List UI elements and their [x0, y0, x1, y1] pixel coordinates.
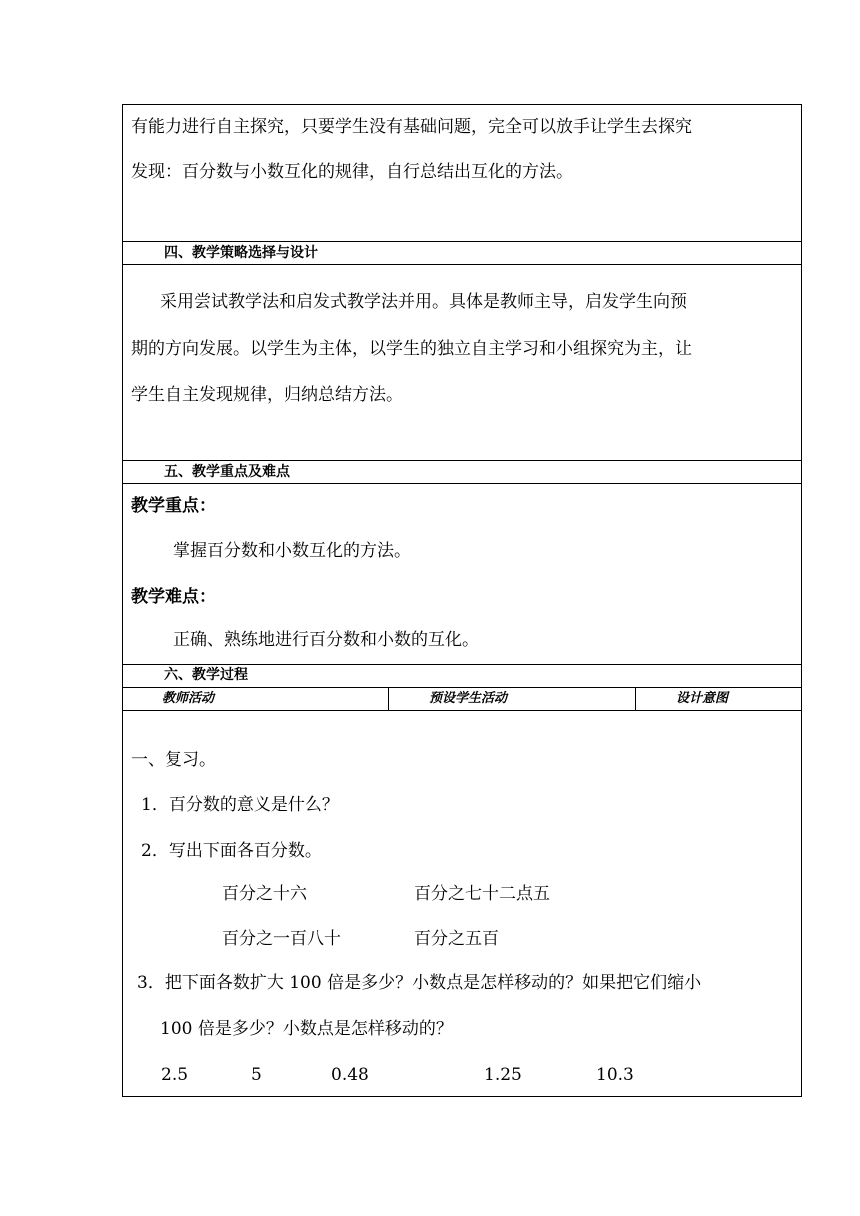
percent-item: 百分之一百八十 [222, 929, 341, 949]
difficulty-label: 教学难点： [131, 587, 216, 607]
number-item: 10.3 [596, 1065, 634, 1085]
number-item: 2.5 [161, 1065, 189, 1085]
rule [123, 664, 801, 665]
rule [123, 687, 801, 688]
paragraph-line: 期的方向发展。以学生为主体，以学生的独立自主学习和小组探究为主，让 [131, 339, 692, 359]
rule [123, 241, 801, 242]
paragraph-line: 学生自主发现规律，归纳总结方法。 [131, 385, 403, 405]
section-heading: 五、教学重点及难点 [164, 464, 290, 480]
rule [123, 710, 801, 711]
question-3-cont: 100 倍是多少？小数点是怎样移动的？ [160, 1019, 453, 1039]
percent-item: 百分之五百 [414, 929, 499, 949]
paragraph-line: 发现：百分数与小数互化的规律，自行总结出互化的方法。 [131, 162, 573, 182]
number-item: 5 [251, 1065, 262, 1085]
key-point-label: 教学重点： [131, 496, 216, 516]
rule [123, 460, 801, 461]
number-item: 1.25 [484, 1065, 522, 1085]
column-header-student: 预设学生活动 [429, 691, 508, 706]
rule [123, 264, 801, 265]
key-point-text: 掌握百分数和小数互化的方法。 [173, 541, 411, 561]
question-1: 1．百分数的意义是什么？ [141, 795, 339, 815]
difficulty-text: 正确、熟练地进行百分数和小数的互化。 [173, 630, 479, 650]
question-2: 2．写出下面各百分数。 [141, 841, 322, 861]
column-divider [635, 687, 636, 710]
review-title: 一、复习。 [131, 750, 216, 770]
section-heading: 四、教学策略选择与设计 [164, 245, 318, 261]
rule [123, 483, 801, 484]
percent-item: 百分之十六 [222, 884, 307, 904]
section-heading: 六、教学过程 [164, 667, 248, 683]
number-item: 0.48 [331, 1065, 369, 1085]
paragraph-line: 有能力进行自主探究，只要学生没有基础问题，完全可以放手让学生去探究 [131, 117, 692, 137]
percent-item: 百分之七十二点五 [414, 884, 550, 904]
paragraph-line: 采用尝试教学法和启发式教学法并用。具体是教师主导，启发学生向预 [160, 292, 687, 312]
column-divider [388, 687, 389, 710]
column-header-intent: 设计意图 [676, 691, 729, 706]
question-3: 3．把下面各数扩大 100 倍是多少？小数点是怎样移动的？如果把它们缩小 [137, 973, 702, 993]
column-header-teacher: 教师活动 [162, 691, 215, 706]
